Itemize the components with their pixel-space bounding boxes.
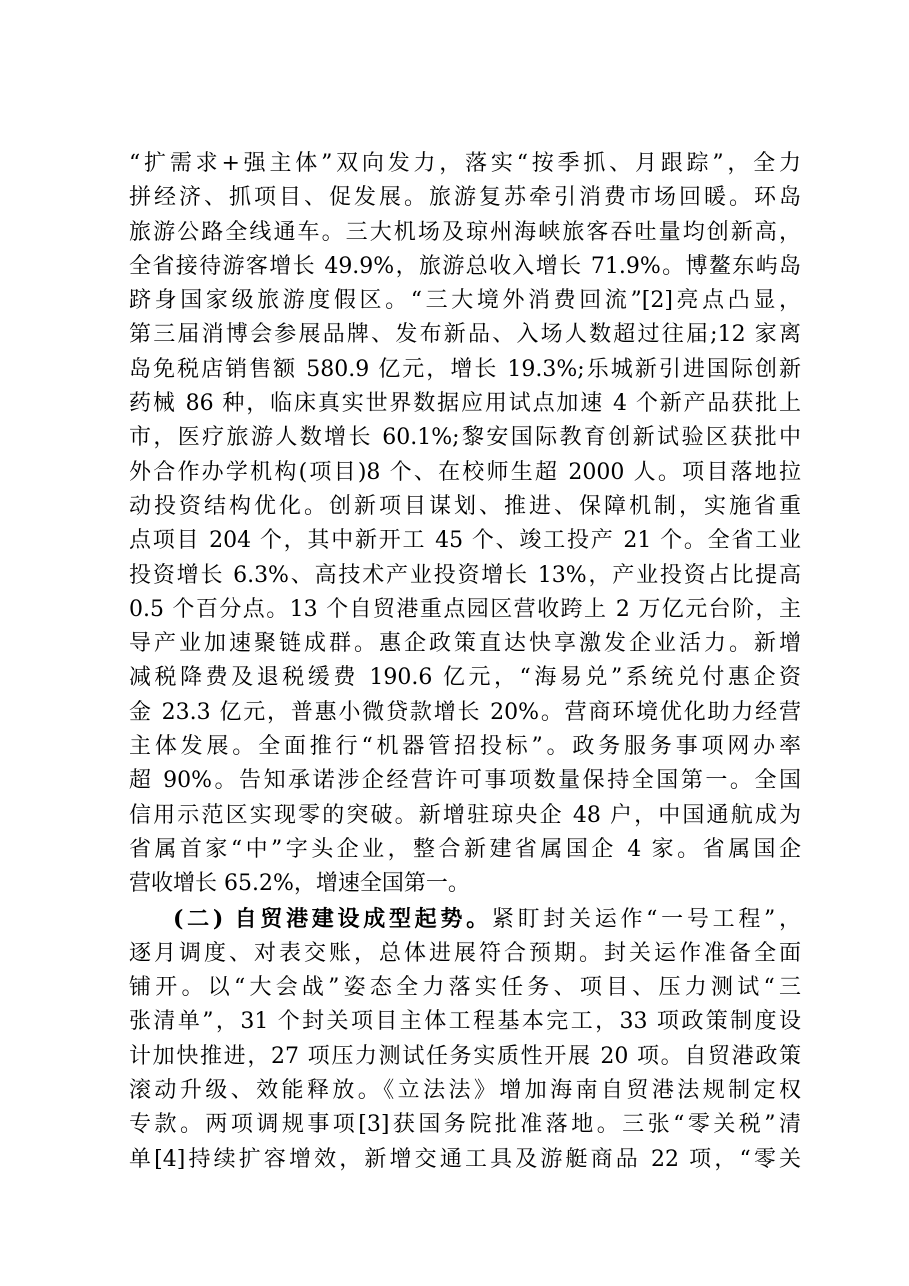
text-line: 第三届消博会参展品牌、发布新品、入场人数超过往届;12 家离 xyxy=(129,322,801,348)
text-line: 岛免税店销售额 580.9 亿元，增长 19.3%;乐城新引进国际创新 xyxy=(129,356,801,382)
text-line: 滚动升级、效能释放。《立法法》增加海南自贸港法规制定权 xyxy=(129,1078,801,1104)
paragraph-tourism-investment xyxy=(129,147,801,902)
text-line: 张清单”，31 个封关项目主体工程基本完工，33 项政策制度设 xyxy=(129,1009,801,1035)
text-line: 信用示范区实现零的突破。新增驻琼央企 48 户，中国通航成为 xyxy=(129,802,801,828)
text-line: 投资增长 6.3%、高技术产业投资增长 13%，产业投资占比提高 xyxy=(129,562,801,588)
text-line: 全省接待游客增长 49.9%，旅游总收入增长 71.9%。博鳌东屿岛 xyxy=(129,253,801,279)
text-line: 计加快推进，27 项压力测试任务实质性开展 20 项。自贸港政策 xyxy=(129,1043,801,1069)
heading-line-text: 紧盯封关运作“一号工程”， xyxy=(491,906,802,932)
text-line: “扩需求+强主体”双向发力，落实“按季抓、月跟踪”，全力 xyxy=(129,151,801,176)
text-line: 减税降费及退税缓费 190.6 亿元，“海易兑”系统兑付惠企资 xyxy=(129,665,801,691)
text-line: 专款。两项调规事项[3]获国务院批准落地。三张“零关税”清 xyxy=(129,1112,801,1138)
text-line: 营收增长 65.2%，增速全国第一。 xyxy=(129,871,470,897)
text-line: 外合作办学机构(项目)8 个、在校师生超 2000 人。项目落地拉 xyxy=(129,459,801,485)
text-line: 市，医疗旅游人数增长 60.1%;黎安国际教育创新试验区获批中 xyxy=(129,425,801,451)
text-line: 主体发展。全面推行“机器管招投标”。政务服务事项网办率 xyxy=(129,734,801,760)
text-line: 铺开。以“大会战”姿态全力落实任务、项目、压力测试“三 xyxy=(129,975,801,1001)
document-body xyxy=(129,147,801,1177)
text-line: 金 23.3 亿元，普惠小微贷款增长 20%。营商环境优化助力经营 xyxy=(129,699,801,725)
paragraph-free-trade-port xyxy=(129,902,801,1177)
text-line: 导产业加速聚链成群。惠企政策直达快享激发企业活力。新增 xyxy=(129,631,801,657)
text-line: 省属首家“中”字头企业，整合新建省属国企 4 家。省属国企 xyxy=(129,836,801,862)
text-line: 逐月调度、对表交账，总体进展符合预期。封关运作准备全面 xyxy=(129,940,801,966)
text-line: 单[4]持续扩容增效，新增交通工具及游艇商品 22 项，“零关 xyxy=(129,1146,801,1172)
section-heading: (二) 自贸港建设成型起势。 xyxy=(173,905,492,932)
text-line: 药械 86 种，临床真实世界数据应用试点加速 4 个新产品获批上 xyxy=(129,391,801,417)
text-line: 0.5 个百分点。13 个自贸港重点园区营收跨上 2 万亿元台阶，主 xyxy=(129,596,801,622)
text-line: 跻身国家级旅游度假区。“三大境外消费回流”[2]亮点凸显， xyxy=(129,288,801,314)
section-heading-line xyxy=(129,902,801,937)
text-line: 超 90%。告知承诺涉企经营许可事项数量保持全国第一。全国 xyxy=(129,768,801,794)
text-line: 动投资结构优化。创新项目谋划、推进、保障机制，实施省重 xyxy=(129,493,801,519)
text-line: 点项目 204 个，其中新开工 45 个、竣工投产 21 个。全省工业 xyxy=(129,528,801,554)
text-line: 旅游公路全线通车。三大机场及琼州海峡旅客吞吐量均创新高， xyxy=(129,219,801,245)
text-line: 拼经济、抓项目、促发展。旅游复苏牵引消费市场回暖。环岛 xyxy=(129,185,801,211)
